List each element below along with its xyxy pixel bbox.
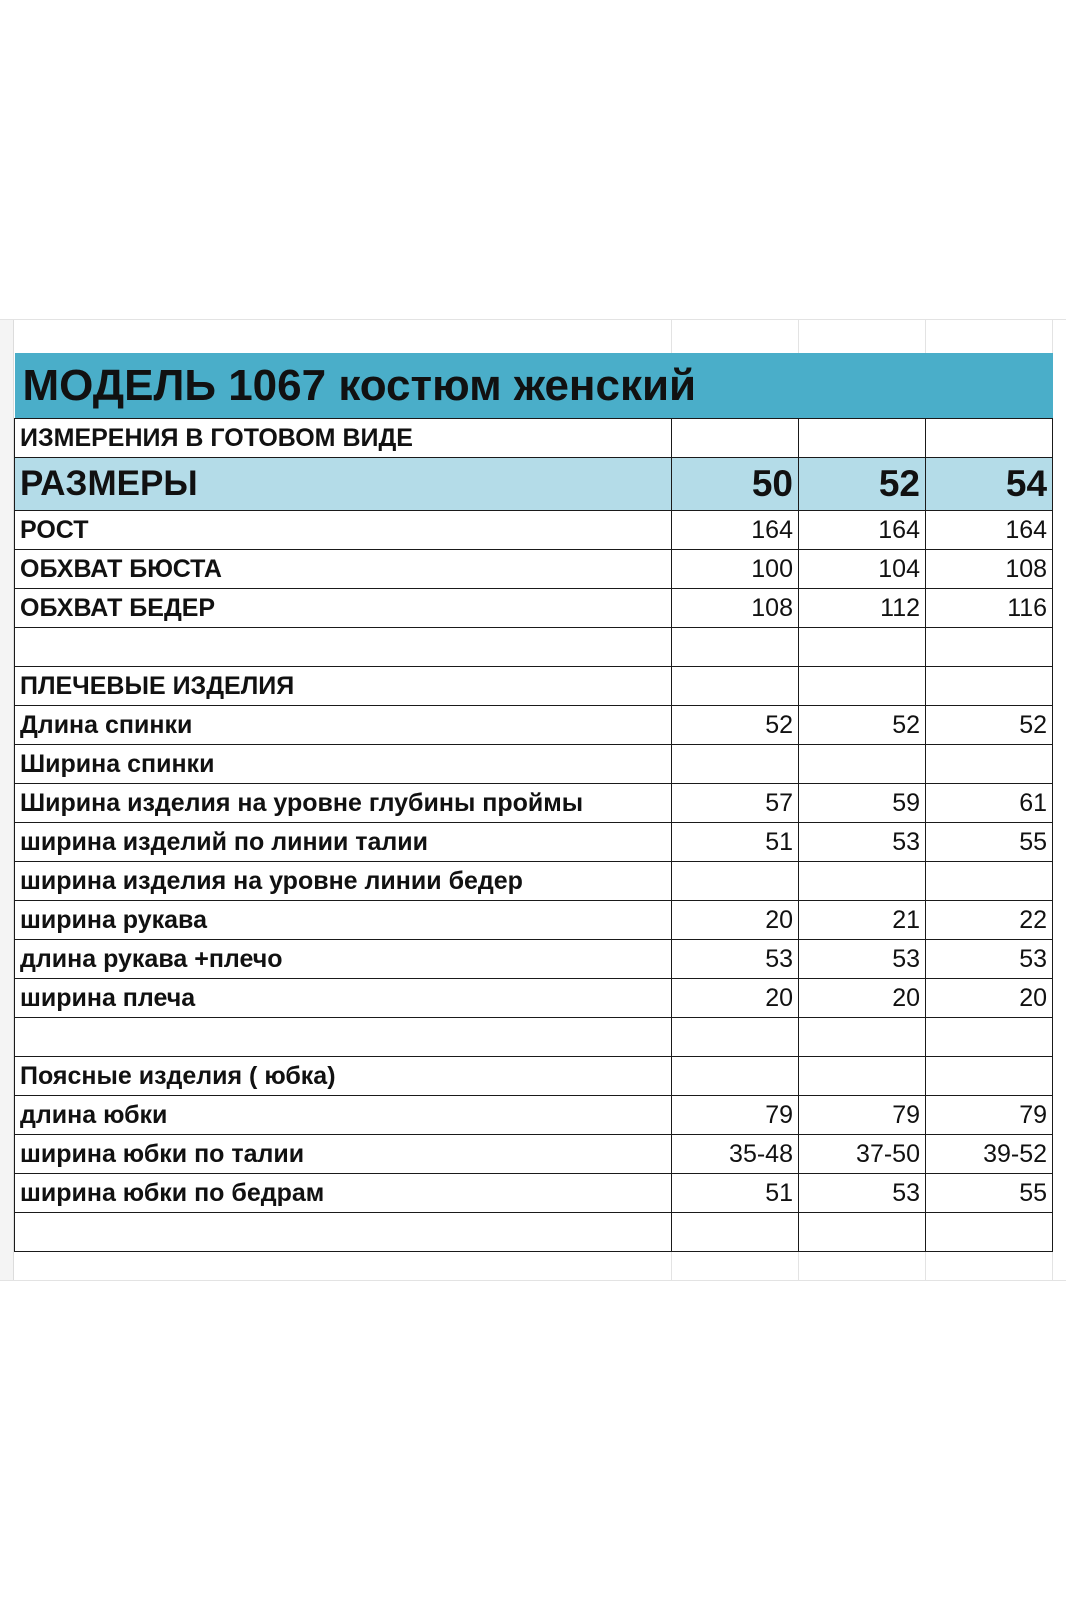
- measurement-row: [15, 862, 1053, 901]
- measurement-label-cell[interactable]: ПЛЕЧЕВЫЕ ИЗДЕЛИЯ: [15, 667, 672, 706]
- measurement-value-cell[interactable]: 39-52: [926, 1135, 1053, 1174]
- measurement-value-cell[interactable]: 20: [672, 979, 799, 1018]
- measurement-value-cell[interactable]: [672, 628, 799, 667]
- measurement-value-cell[interactable]: 52: [672, 706, 799, 745]
- measurement-row: [15, 706, 1053, 745]
- measurement-value-cell[interactable]: 55: [926, 823, 1053, 862]
- measurement-value-cell[interactable]: [672, 1057, 799, 1096]
- model-title[interactable]: МОДЕЛЬ 1067 костюм женский: [15, 353, 1053, 419]
- title-row: [15, 353, 1053, 419]
- measurement-value-cell[interactable]: 53: [799, 1174, 926, 1213]
- measurement-value-cell[interactable]: 112: [799, 589, 926, 628]
- gridline: [0, 1280, 1066, 1281]
- measurement-row: [15, 550, 1053, 589]
- measurement-value-cell[interactable]: 164: [926, 511, 1053, 550]
- measurement-value-cell[interactable]: 164: [672, 511, 799, 550]
- measurement-row: [15, 784, 1053, 823]
- size-header-cell[interactable]: 52: [799, 458, 926, 511]
- measurement-value-cell[interactable]: [799, 745, 926, 784]
- measurement-value-cell[interactable]: 79: [926, 1096, 1053, 1135]
- measurement-label-cell[interactable]: [15, 1018, 672, 1057]
- size-chart-table: [14, 353, 1053, 1252]
- measurement-value-cell[interactable]: 57: [672, 784, 799, 823]
- measurement-row: [15, 823, 1053, 862]
- measurement-label-cell[interactable]: ОБХВАТ БЮСТА: [15, 550, 672, 589]
- measurement-value-cell[interactable]: 116: [926, 589, 1053, 628]
- measurement-label-cell[interactable]: ширина юбки по талии: [15, 1135, 672, 1174]
- sizes-label[interactable]: РАЗМЕРЫ: [15, 458, 672, 511]
- measurement-value-cell[interactable]: 22: [926, 901, 1053, 940]
- size-header-cell[interactable]: 54: [926, 458, 1053, 511]
- measurement-value-cell[interactable]: 20: [799, 979, 926, 1018]
- measurement-row: [15, 1096, 1053, 1135]
- measurement-value-cell[interactable]: 53: [926, 940, 1053, 979]
- measurement-label-cell[interactable]: ширина юбки по бедрам: [15, 1174, 672, 1213]
- measurement-value-cell[interactable]: [926, 1213, 1053, 1252]
- measurement-row: [15, 628, 1053, 667]
- measurement-value-cell[interactable]: 52: [799, 706, 926, 745]
- measurement-value-cell[interactable]: 52: [926, 706, 1053, 745]
- empty-cell[interactable]: [799, 419, 926, 458]
- measurement-label-cell[interactable]: Поясные изделия ( юбка): [15, 1057, 672, 1096]
- empty-cell[interactable]: [926, 419, 1053, 458]
- measurement-value-cell[interactable]: [799, 667, 926, 706]
- measurement-label-cell[interactable]: ширина плеча: [15, 979, 672, 1018]
- measurement-value-cell[interactable]: [672, 745, 799, 784]
- measurement-row: [15, 589, 1053, 628]
- measurement-value-cell[interactable]: [926, 862, 1053, 901]
- measurement-row: [15, 901, 1053, 940]
- measurement-label-cell[interactable]: ширина изделия на уровне линии бедер: [15, 862, 672, 901]
- measurement-value-cell[interactable]: 79: [799, 1096, 926, 1135]
- measurement-value-cell[interactable]: 104: [799, 550, 926, 589]
- measurement-value-cell[interactable]: 53: [799, 823, 926, 862]
- measurement-value-cell[interactable]: 79: [672, 1096, 799, 1135]
- measurement-value-cell[interactable]: 37-50: [799, 1135, 926, 1174]
- measurement-label-cell[interactable]: ОБХВАТ БЕДЕР: [15, 589, 672, 628]
- measurement-row: [15, 1213, 1053, 1252]
- measurement-row: [15, 1174, 1053, 1213]
- measurement-label-cell[interactable]: ширина изделий по линии талии: [15, 823, 672, 862]
- measurement-label-cell[interactable]: Ширина изделия на уровне глубины проймы: [15, 784, 672, 823]
- measurement-value-cell[interactable]: 100: [672, 550, 799, 589]
- measurement-value-cell[interactable]: 20: [926, 979, 1053, 1018]
- measurement-value-cell[interactable]: [672, 862, 799, 901]
- measurement-value-cell[interactable]: [926, 745, 1053, 784]
- measurement-row: [15, 1057, 1053, 1096]
- measurement-label-cell[interactable]: длина рукава +плечо: [15, 940, 672, 979]
- measurement-value-cell[interactable]: 21: [799, 901, 926, 940]
- measurement-row: [15, 511, 1053, 550]
- measurement-value-cell[interactable]: [926, 667, 1053, 706]
- measurement-value-cell[interactable]: 51: [672, 1174, 799, 1213]
- measurement-value-cell[interactable]: [799, 1213, 926, 1252]
- measurement-value-cell[interactable]: 59: [799, 784, 926, 823]
- measurement-value-cell[interactable]: 164: [799, 511, 926, 550]
- measurement-row: [15, 745, 1053, 784]
- measurement-value-cell[interactable]: 108: [926, 550, 1053, 589]
- subtitle-row: [15, 419, 1053, 458]
- measurement-value-cell[interactable]: [799, 1018, 926, 1057]
- row-header-strip: [0, 319, 14, 1281]
- measurement-value-cell[interactable]: [672, 1213, 799, 1252]
- measurement-row: [15, 1135, 1053, 1174]
- measurement-label-cell[interactable]: [15, 1213, 672, 1252]
- empty-cell[interactable]: [672, 419, 799, 458]
- measurement-row: [15, 667, 1053, 706]
- measurement-value-cell[interactable]: [799, 862, 926, 901]
- measurement-value-cell[interactable]: 35-48: [672, 1135, 799, 1174]
- measurement-label-cell[interactable]: Длина спинки: [15, 706, 672, 745]
- measurement-label-cell[interactable]: ширина рукава: [15, 901, 672, 940]
- measurement-label-cell[interactable]: Ширина спинки: [15, 745, 672, 784]
- measurement-value-cell[interactable]: [799, 628, 926, 667]
- measurement-value-cell[interactable]: [926, 1018, 1053, 1057]
- sizes-header-row: [15, 458, 1053, 511]
- size-header-cell[interactable]: 50: [672, 458, 799, 511]
- measurement-value-cell[interactable]: 108: [672, 589, 799, 628]
- spreadsheet-area: [0, 319, 1066, 1281]
- measurement-value-cell[interactable]: 61: [926, 784, 1053, 823]
- measurement-value-cell[interactable]: [799, 1057, 926, 1096]
- measurement-value-cell[interactable]: [672, 1018, 799, 1057]
- gridline: [0, 319, 1066, 320]
- measurement-value-cell[interactable]: [926, 628, 1053, 667]
- measurement-row: [15, 1018, 1053, 1057]
- measurement-value-cell[interactable]: [926, 1057, 1053, 1096]
- measurement-label-cell[interactable]: [15, 628, 672, 667]
- measurement-value-cell[interactable]: 53: [672, 940, 799, 979]
- subtitle-cell[interactable]: ИЗМЕРЕНИЯ В ГОТОВОМ ВИДЕ: [15, 419, 672, 458]
- measurement-label-cell[interactable]: длина юбки: [15, 1096, 672, 1135]
- measurement-value-cell[interactable]: 51: [672, 823, 799, 862]
- measurement-value-cell[interactable]: 20: [672, 901, 799, 940]
- measurement-value-cell[interactable]: [672, 667, 799, 706]
- measurement-row: [15, 979, 1053, 1018]
- measurement-row: [15, 940, 1053, 979]
- measurement-label-cell[interactable]: РОСТ: [15, 511, 672, 550]
- measurement-value-cell[interactable]: 53: [799, 940, 926, 979]
- measurement-value-cell[interactable]: 55: [926, 1174, 1053, 1213]
